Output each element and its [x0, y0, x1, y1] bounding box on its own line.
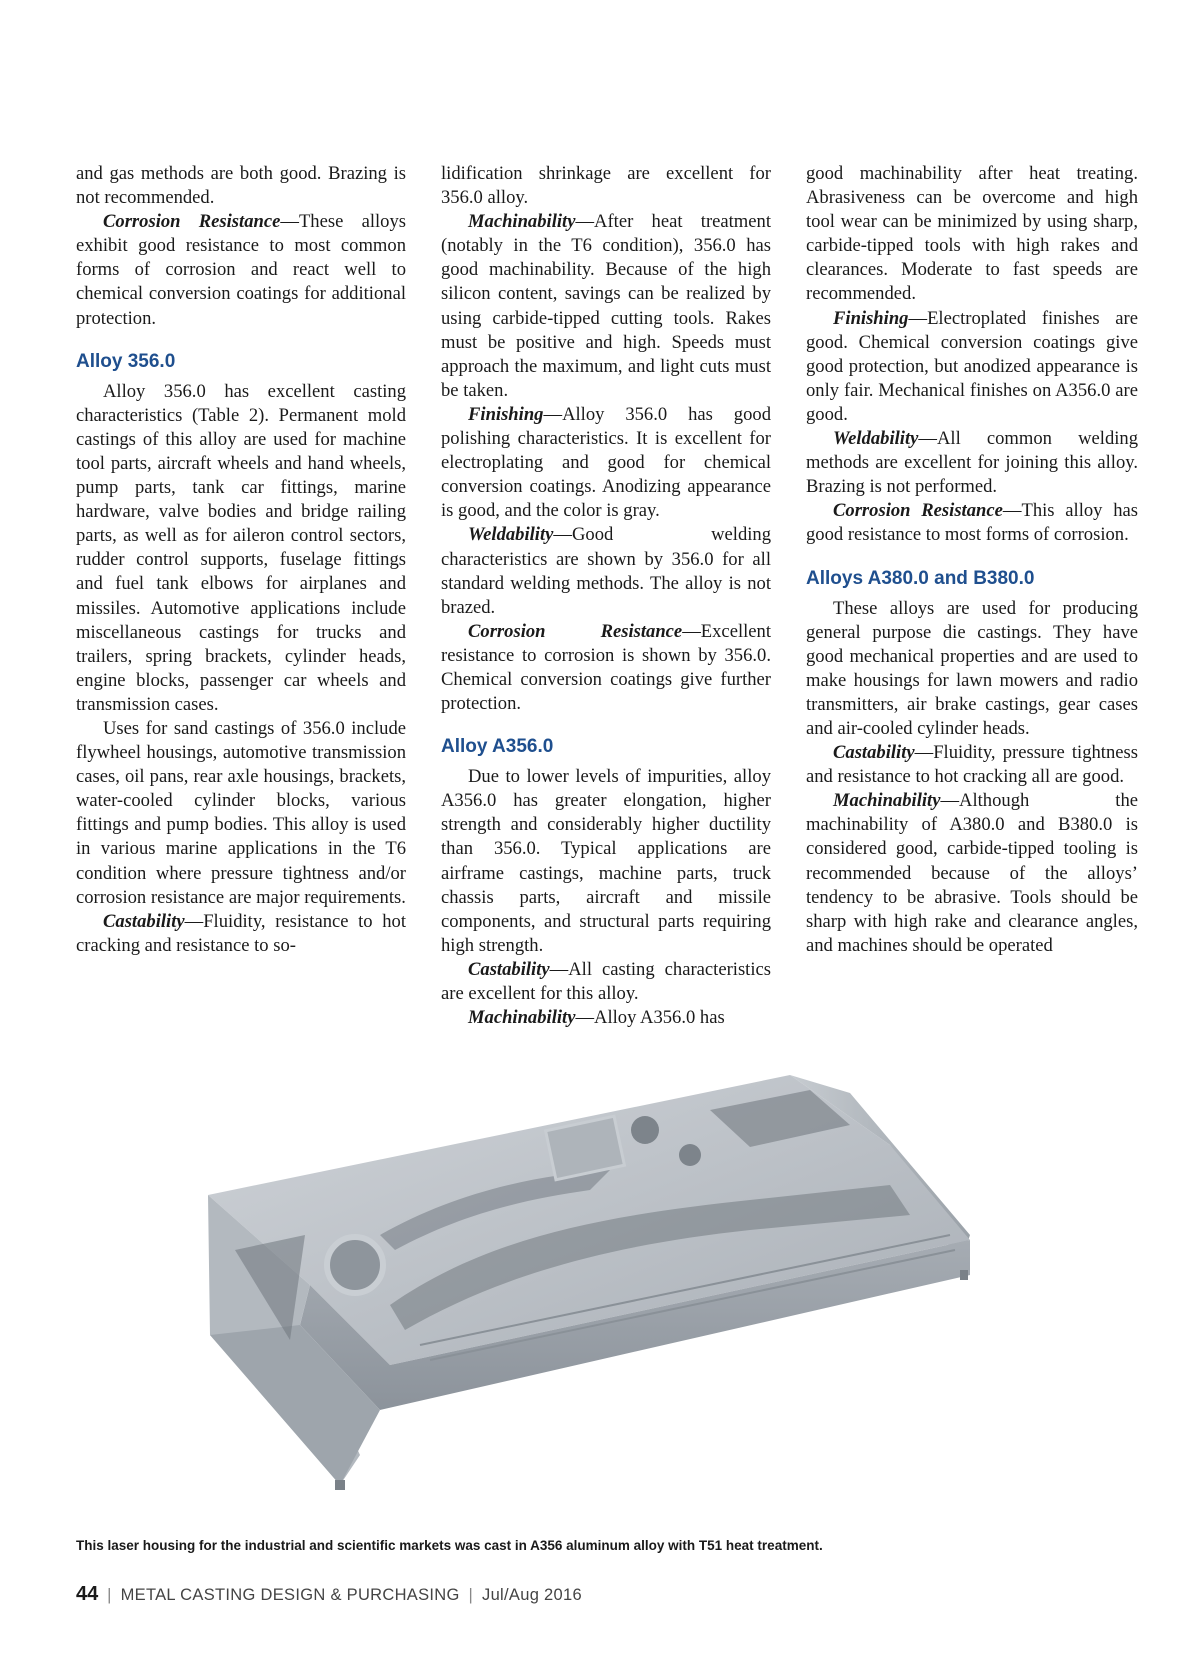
- em-dash: —: [908, 307, 928, 329]
- paragraph: [76, 210, 406, 330]
- paragraph: [441, 210, 771, 403]
- paragraph: and gas methods are both good. Brazing is not recommended.: [76, 163, 406, 209]
- paragraph: These alloys are used for producing general purpose die castings. They have good mechanical properties and are used to make housings for lawn mowers and radio transmitters, air brake castings, gear cases and air-cooled cylinder heads.: [806, 597, 1138, 739]
- round-boss: [327, 1237, 383, 1293]
- paragraph-text: These alloys exhibit good resistance to most common forms of corrosion and react well to chemical conversion coatings for additional protection.: [76, 211, 406, 329]
- paragraph-text: Although the machinability of A380.0 and B380.0 is considered good, carbide-tipped tooling is recommended because of the alloys’ tendency to be abrasive. Tools should be sharp with high rake and clearance angles, and machines should be operated: [806, 790, 1138, 956]
- paragraph: [806, 427, 1138, 499]
- paragraph: Uses for sand castings of 356.0 include flywheel housings, automotive transmission cases, oil pans, rear axle housings, brackets, water-cooled cylinder blocks, various fittings and pump bodies. This alloy is used in various marine applications in the T6 condition where pressure tightness and/or corrosion resistance are major requirements.: [76, 717, 406, 908]
- run-in-heading: Finishing: [468, 403, 544, 425]
- foot: [960, 1270, 968, 1280]
- em-dash: —: [543, 403, 563, 425]
- em-dash: —: [914, 742, 934, 764]
- paragraph: [441, 620, 771, 716]
- run-in-heading: Machinability: [833, 790, 941, 812]
- paragraph-text: All casting characteristics are excellent for this alloy.: [441, 958, 771, 1004]
- hole: [631, 1116, 659, 1144]
- paragraph: [76, 910, 406, 958]
- page-footer: [76, 1583, 582, 1606]
- run-in-heading: Finishing: [833, 307, 909, 329]
- paragraph-text: Excellent resistance to corrosion is shown by 356.0. Chemical conversion coatings give further protection.: [441, 620, 771, 715]
- divider: |: [468, 1586, 474, 1604]
- paragraph: [806, 741, 1138, 789]
- run-in-heading: Corrosion Resistance: [468, 620, 683, 642]
- column-1: [76, 162, 406, 958]
- paragraph: lidification shrinkage are excellent for 356.0 alloy.: [441, 163, 771, 209]
- column-3: [806, 162, 1138, 958]
- hole: [679, 1144, 701, 1166]
- run-in-heading: Castability: [103, 910, 185, 932]
- issue-date: Jul/Aug 2016: [482, 1586, 582, 1604]
- paragraph: good machinability after heat treating. Abrasiveness can be overcome and high tool wear can be minimized by using sharp, carbide-tipped tools with high rakes and clearances. Moderate to fast speeds are recommended.: [806, 163, 1138, 305]
- paragraph: [441, 958, 771, 1006]
- paragraph-text: Fluidity, resistance to hot cracking and resistance to so-: [76, 910, 406, 956]
- em-dash: —: [553, 524, 572, 546]
- publication-name: METAL CASTING DESIGN & PURCHASING: [120, 1586, 460, 1604]
- em-dash: —: [682, 620, 701, 642]
- figure-caption: This laser housing for the industrial and scientific markets was cast in A356 aluminum alloy with T51 heat treatment.: [76, 1538, 823, 1553]
- section-heading: Alloys A380.0 and B380.0: [806, 567, 1035, 589]
- paragraph-text: After heat treatment (notably in the T6 condition), 356.0 has good machinability. Because of the high silicon content, savings can be realized by using carbide-tipped cutting tools. Rakes must be positive and high. Speeds must approach the maximum, and light cuts must be taken.: [441, 211, 771, 401]
- em-dash: —: [184, 910, 204, 932]
- paragraph: [441, 523, 771, 619]
- run-in-heading: Castability: [833, 742, 915, 764]
- divider: |: [107, 1586, 112, 1604]
- foot: [335, 1480, 345, 1490]
- column-2: [441, 162, 771, 1030]
- paragraph-text: This alloy has good resistance to most forms of corrosion.: [806, 500, 1138, 546]
- section-heading: Alloy 356.0: [76, 350, 176, 372]
- section-heading: Alloy A356.0: [441, 736, 554, 758]
- run-in-heading: Machinability: [468, 1007, 576, 1029]
- run-in-heading: Corrosion Resistance: [103, 211, 281, 233]
- run-in-heading: Corrosion Resistance: [833, 500, 1003, 522]
- page-number: 44: [76, 1583, 99, 1605]
- em-dash: —: [575, 1007, 595, 1029]
- run-in-heading: Machinability: [468, 211, 576, 233]
- em-dash: —: [280, 211, 299, 233]
- paragraph: [441, 1006, 771, 1030]
- paragraph: [806, 499, 1138, 547]
- em-dash: —: [918, 428, 937, 450]
- paragraph: Alloy 356.0 has excellent casting characteristics (Table 2). Permanent mold castings of this alloy are used for machine tool parts, aircraft wheels and hand wheels, pump parts, tank car fittings, marine hardware, valve bodies and bridge railing parts, as well as for aileron control sectors, rudder control supports, fuselage fittings and fuel tank elbows for airplanes and missiles. Automotive applications include miscellaneous castings for trucks and trailers, spring brackets, cylinder heads, engine blocks, passenger car wheels and transmission cases.: [76, 380, 406, 715]
- paragraph: [441, 403, 771, 523]
- laser-housing-photo: [190, 1075, 1030, 1520]
- em-dash: —: [1002, 500, 1022, 522]
- paragraph-text: Electroplated finishes are good. Chemical conversion coatings give good protection, but anodized appearance is only fair. Mechanical finishes on A356.0 are good.: [806, 307, 1138, 425]
- run-in-heading: Weldability: [468, 524, 554, 546]
- paragraph-text: Alloy 356.0 has good polishing characteristics. It is excellent for electroplating and good for chemical conversion coatings. Anodizing appearance is good, and the color is gray.: [441, 403, 771, 522]
- paragraph-text: Fluidity, pressure tightness and resistance to hot cracking all are good.: [806, 742, 1138, 788]
- paragraph: [806, 307, 1138, 427]
- em-dash: —: [940, 790, 960, 812]
- paragraph: Due to lower levels of impurities, alloy A356.0 has greater elongation, higher strength and considerably higher ductility than 356.0. Typical applications are airframe castings, machine parts, truck chassis parts, aircraft and missile components, and structural parts requiring high strength.: [441, 766, 771, 956]
- paragraph-text: All common welding methods are excellent for joining this alloy. Brazing is not performed.: [806, 428, 1138, 498]
- run-in-heading: Weldability: [833, 428, 919, 450]
- paragraph: [806, 789, 1138, 958]
- paragraph-text: Good welding characteristics are shown by 356.0 for all standard welding methods. The alloy is not brazed.: [441, 524, 771, 618]
- paragraph-text: Alloy A356.0 has: [594, 1007, 725, 1029]
- em-dash: —: [549, 958, 569, 980]
- run-in-heading: Castability: [468, 958, 550, 980]
- em-dash: —: [575, 211, 595, 233]
